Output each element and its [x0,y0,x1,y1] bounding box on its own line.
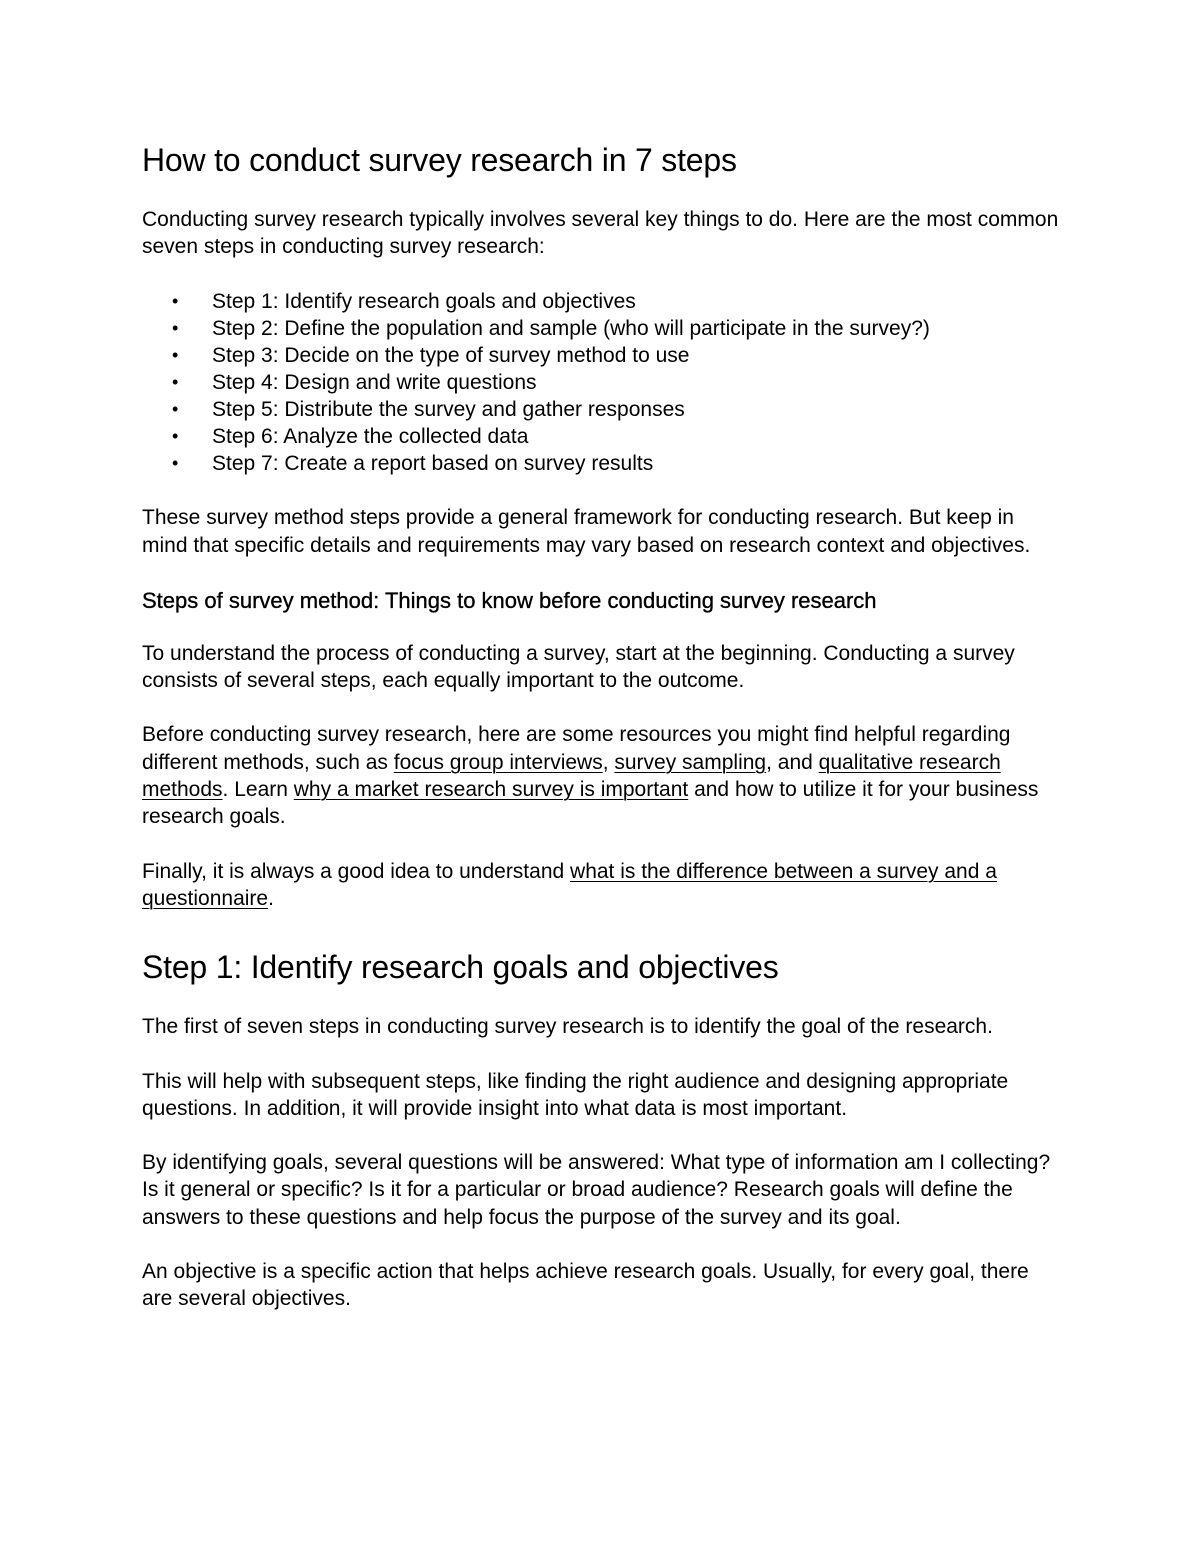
finally-paragraph: Finally, it is always a good idea to understand what is the difference between a survey and a questionnaire. [142,859,997,910]
page-title: How to conduct survey research in 7 steps [142,142,737,178]
bullet-icon: • [172,371,179,392]
list-item-text: Step 4: Design and write questions [212,370,537,394]
market-research-survey-link[interactable]: why a market research survey is important [293,778,689,802]
list-item [142,369,1060,396]
list-item [142,423,1060,450]
list-item-text: Step 1: Identify research goals and objectives [212,289,636,313]
list-item-text: Step 3: Decide on the type of survey method to use [212,343,690,367]
list-item-text: Step 2: Define the population and sample (who will participate in the survey?) [212,316,930,340]
qualitative-research-methods-link[interactable]: qualitative research methods [142,750,1001,802]
steps-list [142,288,1060,478]
step1-paragraph: An objective is a specific action that helps achieve research goals. Usually, for every goal, there are several objectives. [142,1260,1029,1311]
understand-paragraph: To understand the process of conducting a survey, start at the beginning. Conducting a survey consists of several steps, each equally important to the outcome. [142,641,1015,693]
step1-paragraph: By identifying goals, several questions will be answered: What type of information am I collecting? Is it general or specific? Is it for a particular or broad audience? Research goals will define the answers to these questions and help focus the purpose of the survey and its goal. [142,1151,1051,1229]
bullet-icon: • [172,426,179,447]
bullet-icon: • [172,290,179,311]
focus-group-interviews-link[interactable]: focus group interviews [393,750,603,774]
bullet-icon: • [172,317,179,338]
list-item-text: Step 6: Analyze the collected data [212,425,529,449]
list-item [142,396,1060,423]
bullet-icon: • [172,453,179,474]
step1-paragraph: The first of seven steps in conducting survey research is to identify the goal of the research. [142,1015,993,1039]
bullet-icon: • [172,344,179,365]
section-subheading: Steps of survey method: Things to know before conducting survey research [142,587,877,613]
framework-paragraph: These survey method steps provide a general framework for conducting research. But keep in mind that specific details and requirements may vary based on research context and objectives. [142,506,1031,557]
step1-heading: Step 1: Identify research goals and objectives [142,949,779,986]
resources-paragraph: Before conducting survey research, here are some resources you might find helpful regarding different methods, such as focus group interviews, survey sampling, and qualitative research methods. Learn why a market research survey is important and how to utilize it for your business research goals. [142,723,1039,829]
intro-paragraph: Conducting survey research typically involves several key things to do. Here are the most common seven steps in conducting survey research: [142,208,1059,259]
survey-sampling-link[interactable]: survey sampling [614,750,767,774]
list-item [142,450,1060,477]
list-item [142,315,1060,342]
list-item-text: Step 5: Distribute the survey and gather responses [212,397,685,421]
list-item [142,288,1060,315]
survey-vs-questionnaire-link[interactable]: what is the difference between a survey and a questionnaire [142,859,997,910]
step1-paragraph: This will help with subsequent steps, like finding the right audience and designing appropriate questions. In addition, it will provide insight into what data is most important. [142,1069,1009,1120]
list-item [142,342,1060,369]
bullet-icon: • [172,398,179,419]
list-item-text: Step 7: Create a report based on survey results [212,452,654,476]
